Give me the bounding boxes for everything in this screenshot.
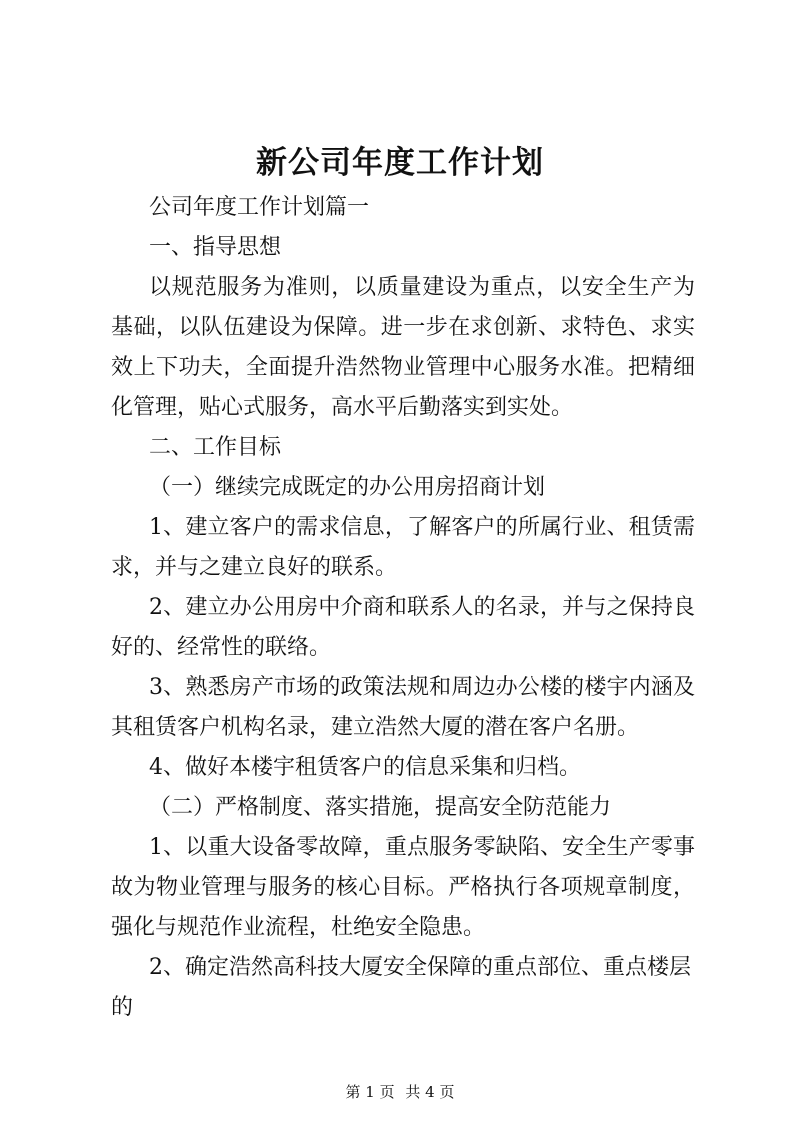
page-footer [0, 1082, 800, 1102]
paragraph-item-3: 3、熟悉房产市场的政策法规和周边办公楼的楼宇内涵及其租赁客户机构名录，建立浩然大厦的潜在客户名册。 [111, 675, 695, 740]
paragraph-safety-item-1: 1、以重大设备零故障，重点服务零缺陷、安全生产零事故为物业管理与服务的核心目标。严格执行各项规章制度，强化与规范作业流程，杜绝安全隐患。 [111, 835, 695, 940]
heading-guiding-ideology: 一、指导思想 [149, 235, 282, 260]
section-heading: 公司年度工作计划篇一 [149, 195, 370, 220]
paragraph-guiding-ideology: 以规范服务为准则，以质量建设为重点，以安全生产为基础，以队伍建设为保障。进一步在求创新、求特色、求实效上下功夫，全面提升浩然物业管理中心服务水准。把精细化管理，贴心式服务，高水平后勤落实到实处。 [111, 275, 695, 420]
subheading-safety: （二）严格制度、落实措施，提高安全防范能力 [149, 795, 612, 820]
paragraph-item-1: 1、建立客户的需求信息，了解客户的所属行业、租赁需求，并与之建立良好的联系。 [111, 515, 695, 580]
paragraph-item-4: 4、做好本楼宇租赁客户的信息采集和归档。 [149, 755, 581, 780]
document-body [111, 188, 695, 1028]
page-number: 第 1 页 [345, 1083, 395, 1101]
paragraph-item-2: 2、建立办公用房中介商和联系人的名录，并与之保持良好的、经常性的联络。 [111, 595, 695, 660]
heading-work-goals: 二、工作目标 [149, 435, 282, 460]
paragraph-safety-item-2: 2、确定浩然高科技大厦安全保障的重点部位、重点楼层的 [111, 955, 691, 1020]
subheading-leasing-plan: （一）继续完成既定的办公用房招商计划 [149, 475, 546, 500]
document-title: 新公司年度工作计划 [256, 145, 544, 181]
total-pages: 共 4 页 [405, 1083, 455, 1101]
